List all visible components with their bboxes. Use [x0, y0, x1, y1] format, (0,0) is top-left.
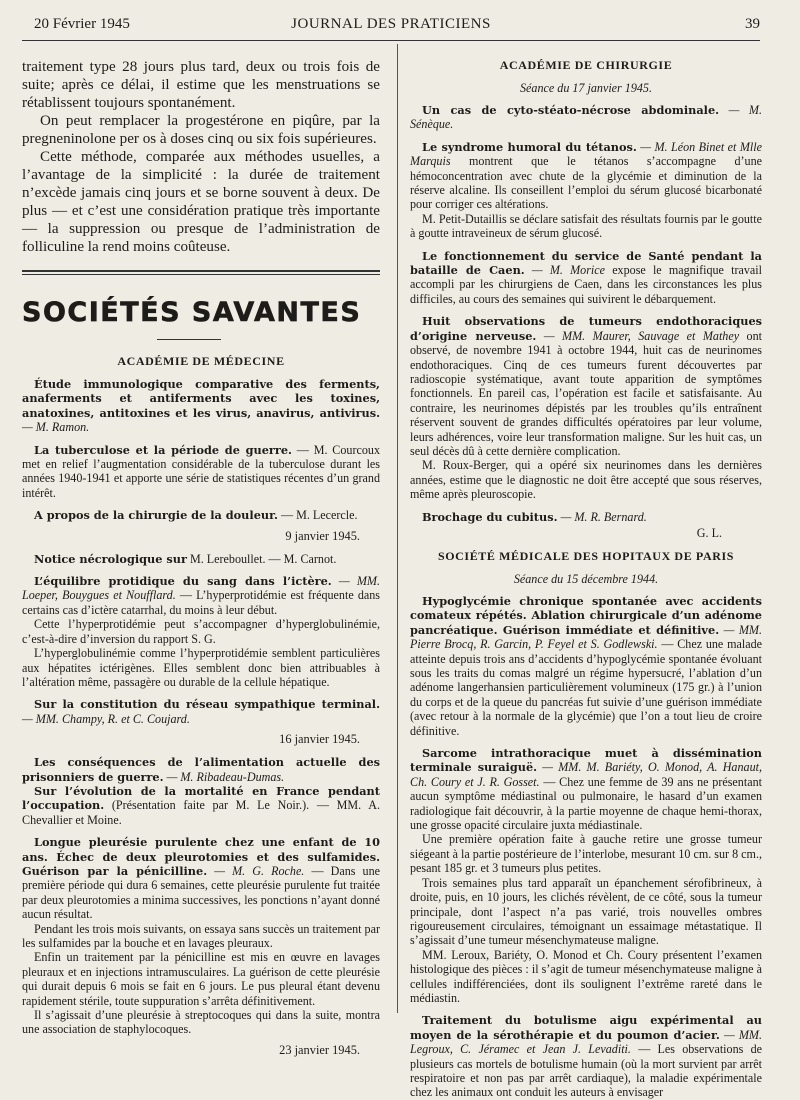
intro-paragraph: traitement type 28 jours plus tard, deux ou trois fois de suite; après ce délai, il estime que les menstruations se rétablissent toujours spontanément. — [22, 59, 380, 111]
session-date: 9 janvier 1945. — [285, 528, 360, 543]
intro-paragraph: On peut remplacer la progestérone en piqûre, par la pregneninolone per os à doses cinq ou six fois supérieures. — [22, 113, 380, 147]
entry-heading: Notice nécrologique sur — [34, 551, 187, 566]
entry-text: Enfin un traitement par la pénicilline est mis en œuvre en lavages pleuraux et en injections intramusculaires. La guérison de cette pleurésie qui durait depuis 6 mois se fait en 6 jours. Le pus pleural étant devenu rapidement stérile, toute suppuration s’arrêta définitivement. — [22, 950, 380, 1008]
signature: G. L. — [696, 525, 722, 540]
article-entry — [22, 574, 380, 689]
article-entry — [22, 443, 380, 501]
journal-title: JOURNAL DES PRATICIENS — [291, 16, 491, 32]
entry-text: Pendant les trois mois suivants, on essaya sans succès un traitement par les sulfamides par la bouche et en lavages pleuraux. — [22, 921, 380, 950]
entry-text: Trois semaines plus tard apparaît un épanchement sérofibrineux, à droite, puis, en 10 jours, les clichés révèlent, de ce côté, sous la tumeur principale, dont l’aspect n’a pas varié, trois nouvelles ombres rigoureusement circulaires, témoignant un essaimage métastatique. Il s’agissait d’une tumeur mésenchymateuse maligne. — [410, 875, 762, 948]
entry-heading: A propos de la chirurgie de la douleur. — [34, 508, 278, 523]
entry-heading: L’équilibre protidique du sang dans l’ictère. — [34, 574, 332, 589]
entry-heading: Le syndrome humoral du tétanos. — [422, 139, 637, 154]
entry-text: — Chez une femme de 39 ans ne présentant aucun symptôme médiastinal ou pulmonaire, le hasard d’un examen radiologique fait découvrir, à la partie moyenne de chaque hemi-thorax, une grosse opacité circulaire juxta médiastinale. — [410, 774, 762, 833]
article-entry — [410, 746, 762, 1005]
entry-authors: — M. R. Bernard. — [560, 509, 647, 524]
session-date: 16 janvier 1945. — [279, 732, 360, 747]
article-entry — [410, 103, 762, 132]
entry-text: M. Roux-Berger, qui a opéré six neurinomes dans les dernières années, estime que le diagnostic ne doit être accepté que sous réserves, même après pleuroscopie. — [410, 458, 762, 502]
issue-date: 20 Février 1945 — [34, 16, 130, 32]
article-entry — [410, 314, 762, 501]
entry-text: M. Petit-Dutaillis se déclare satisfait des résultats fournis par le goutte à goutte intraveineux de sérum glucosé. — [410, 211, 762, 241]
entry-authors: — MM. Champy, R. et C. Coujard. — [22, 711, 190, 726]
article-entry — [22, 377, 380, 435]
page-header — [22, 16, 760, 38]
section-title: SOCIÉTÉ MÉDICALE DES HOPITAUX DE PARIS — [437, 548, 735, 563]
entry-authors: M. Lereboullet. — M. Carnot. — [189, 551, 337, 566]
session-date: Séance du 17 janvier 1945. — [520, 81, 652, 95]
entry-authors: — M. Léon Binet et Mlle Marquis — [410, 139, 762, 169]
entry-heading: Sur la constitution du réseau sympathique terminal. — [34, 697, 380, 712]
column-divider — [397, 44, 398, 1013]
entry-authors: — MM. Pierre Brocq, R. Garcin, P. Feyel et S. Godlewski. — [410, 622, 762, 652]
entry-heading: Brochage du cubitus. — [422, 509, 558, 524]
article-entry — [410, 594, 762, 738]
right-column — [410, 58, 763, 1100]
article-entry — [410, 140, 762, 241]
entry-heading: Étude immunologique comparative des ferments, anaferments et antiferments avec les toxines, anatoxines, antitoxines et les virus, anavirus, antivirus. — [22, 377, 380, 420]
entry-text: L’hyperglobulinémie comme l’hyperprotidémie semblent particulières aux hépatites ictérigènes. Elles semblent donc bien attribuables à l’altération même, passagère ou durable de la cellule hépatique. — [22, 646, 380, 689]
article-entry — [22, 835, 380, 1037]
entry-text: Il s’agissait d’une pleurésie à streptocoques qui dans la suite, montra une association de staphylocoques. — [22, 1008, 380, 1037]
entry-text: — Dans une première période qui dura 6 semaines, cette pleurésie purulente fut traitée par deux pleurotomies a minima successives, les ponctions n’ayant donné aucun résultat. — [22, 863, 381, 922]
big-title: SOCIÉTÉS SAVANTES — [22, 297, 362, 328]
entry-authors: — M. Ramon. — [22, 420, 90, 435]
section-title: ACADÉMIE DE CHIRURGIE — [499, 58, 673, 72]
entry-text: montrent que le tétanos s’accompagne d’une hémoconcentration avec chute de la glycémie et diminution de la réserve alcaline. Ils conseillent l’emploi du sérum glucosé bicarbonaté pour corriger ces altérations. — [410, 154, 762, 212]
article-entry — [22, 508, 380, 522]
entry-text: ont observé, de novembre 1941 à octobre 1944, huit cas de neurinomes endothoraciques. Cinq de ces tumeurs furent découvertes par radioscopie systématique, avant toute apparition de symptômes fonctionnels. En pareil cas, l’opération est facile et satisfaisante. Au contraire, les neurinomes dépistés par les troubles qu’ils entraînent réservent souvent de grandes difficultés opératoires par leur volume, leurs adhérences, voire leur transformation maligne. Sur les huit cas, un seul décès dû à cette dernière complication. — [410, 328, 763, 458]
section-title: ACADÉMIE DE MÉDECINE — [117, 354, 285, 368]
entry-heading: Sur l’évolution de la mortalité en France pendant l’occupation. — [22, 783, 380, 813]
entry-heading: Un cas de cyto-stéato-nécrose abdominale. — [422, 103, 720, 117]
entry-heading: Longue pleurésie purulente chez une enfant de 10 ans. Échec de deux pleurotomies et des sulfamides. Guérison par la pénicilline. — [22, 835, 380, 878]
header-rule — [22, 40, 760, 41]
page-number: 39 — [745, 16, 760, 32]
left-column — [22, 58, 381, 1057]
entry-heading: Hypoglycémie chronique spontanée avec accidents comateux répétés. Ablation chirurgicale d’un adénome pancréatique. Guérison immédiate et définitive. — [410, 593, 762, 637]
entry-authors: — MM. Maurer, Sauvage et Mathey — [543, 328, 740, 343]
title-rule — [157, 339, 221, 340]
article-entry — [410, 510, 762, 524]
entry-authors: — M. Ribadeau-Dumas. — [166, 769, 285, 784]
entry-text: — Chez une malade atteinte depuis trois ans d’accidents d’hypoglycémie spontanée évoluant sous les traits du comas malgré un régime hypersucré, l’ablation d’un adénome langerhansien particulièrement volumineux (175 gr.) à l’union du corps et de la queue du pancréas fut suivie d’une guérison immédiate (avec retour à la normale de la glycémie) que l’on a tout lieu de croire définitive. — [410, 637, 762, 738]
article-entry — [22, 755, 380, 827]
entry-text: expose le magnifique travail accompli par les chirurgiens de Caen, dans les circonstances les plus difficiles, au cours des semaines qui suivirent le débarquement. — [410, 263, 762, 306]
entry-heading: Les conséquences de l’alimentation actuelle des prisonniers de guerre. — [22, 755, 380, 784]
entry-text: Cette l’hyperprotidémie peut s’accompagner d’hyperglobulinémie, c’est-à-dire d’inversion du rapport S. G. — [22, 617, 380, 646]
entry-authors: — M. Sénèque. — [410, 103, 762, 132]
entry-authors: (Présentation faite par M. Le Noir.). — MM. A. Chevallier et Moine. — [22, 798, 380, 827]
entry-text: Une première opération faite à gauche retire une grosse tumeur siégeant à la partie postérieure de l’interlobe, mesurant 10 cm. sur 8 cm., pesant 185 gr. et 3 tumeurs plus petites. — [410, 832, 762, 876]
entry-heading: Le fonctionnement du service de Santé pendant la bataille de Caen. — [410, 248, 762, 278]
article-entry — [22, 697, 380, 726]
entry-authors: — M. Morice — [531, 263, 606, 278]
article-entry — [410, 1013, 762, 1099]
entry-authors: — M. Lecercle. — [280, 508, 358, 523]
double-rule — [22, 270, 380, 275]
entry-authors: — MM. Loeper, Bouygues et Noufflard. — [22, 574, 380, 603]
session-date: Séance du 15 décembre 1944. — [513, 571, 659, 586]
entry-heading: La tuberculose et la période de guerre. — [34, 442, 292, 457]
entry-text: met en relief l’augmentation considérable de la tuberculose durant les années 1940-1941 et apporte une série de statistiques récentes d’un grand intérêt. — [22, 457, 380, 500]
entry-heading: Huit observations de tumeurs endothoraciques d’origine nerveuse. — [410, 314, 762, 343]
entry-authors: — MM. M. Bariéty, O. Monod, A. Hanaut, Ch. Coury et J. R. Gosset. — [410, 760, 763, 789]
entry-text: — Les observations de plusieurs cas mortels de botulisme humain (où la mort survient par arrêt respiratoire et non pas par arrêt cardiaque), la maladie expérimentale chez les animaux ont conduit les auteurs à envisager — [410, 1042, 762, 1100]
article-entry — [22, 552, 380, 566]
entry-text: — L’hyperprotidémie est fréquente dans certains cas d’ictère catarrhal, du moins à leur début. — [22, 588, 380, 617]
session-date: 23 janvier 1945. — [279, 1042, 360, 1057]
entry-heading: Sarcome intrathoracique muet à dissémination terminale suraiguë. — [410, 746, 762, 775]
article-entry — [410, 249, 762, 307]
intro-text — [22, 58, 380, 256]
entry-heading: Traitement du botulisme aigu expérimental au moyen de la sérothérapie et du poumon d’acier. — [410, 1013, 762, 1042]
intro-paragraph: Cette méthode, comparée aux méthodes usuelles, a l’avantage de la simplicité : la durée de traitement n’excède jamais cinq jours et se borne souvent à deux. De plus — et c’est une considération pratique très importante — la suppression ou presque de l’administration de folliculine la rend moins coûteuse. — [22, 149, 380, 255]
entry-authors: — MM. Legroux, C. Jéramec et Jean J. Levaditi. — [410, 1027, 762, 1057]
entry-authors: — M. Courcoux — [296, 442, 380, 457]
entry-authors: — M. G. Roche. — [214, 863, 305, 878]
entry-text: MM. Leroux, Bariéty, O. Monod et Ch. Coury présentent l’examen histologique des pièces : il s’agit de tumeur mésenchymateuse maligne à cellules indifférenciées, dont ils soulignent l’extrême rareté dans le médiastin. — [410, 947, 762, 1005]
